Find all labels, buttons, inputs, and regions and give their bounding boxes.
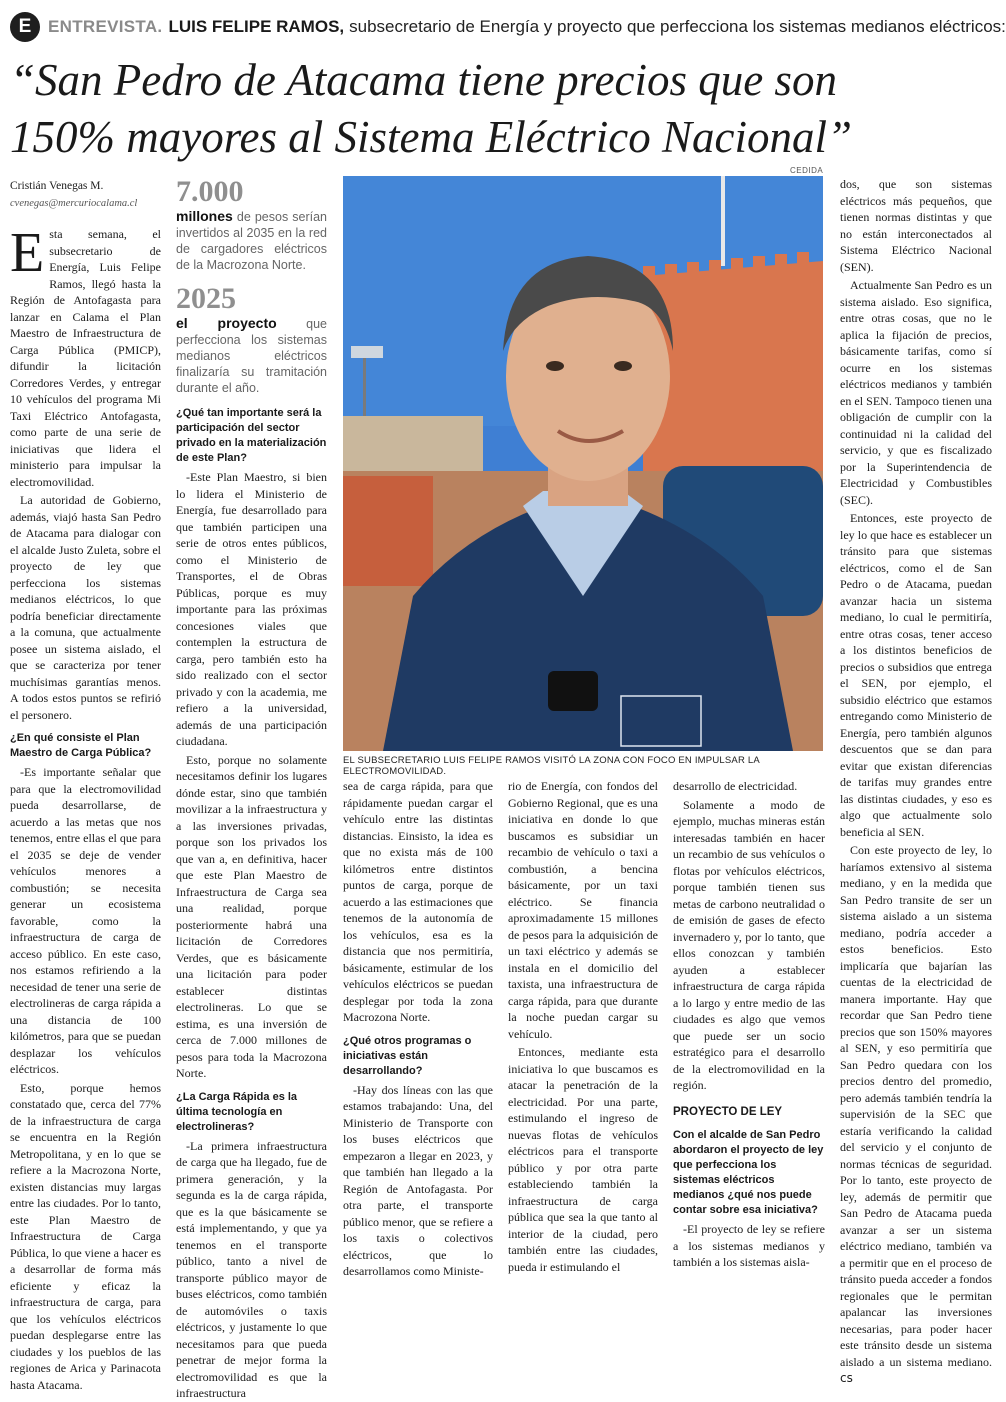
paragraph: sea de carga rápida, para que rápidamente puedan cargar el vehículo entre las distintas distancias. Einsisto, la idea es que no exista más de 100 kilómetros entre distintos puntos de carga, porque de acuerdo a las estimaciones que tenemos de la autonomía de los vehículos, esa es la distancia que nos permitiría, básicamente, estimular de los vehículos eléctricos se puedan desplegar por toda la zona Macrozona Norte. [343, 779, 493, 1024]
stat-number: 2025 [176, 282, 236, 315]
article-column-5 [673, 778, 825, 1269]
portrait-illustration [343, 176, 823, 751]
section-label: ENTREVISTA. [48, 17, 163, 36]
article-photo [343, 176, 823, 751]
paragraph: desarrollo de electricidad. [673, 779, 798, 793]
interview-question: ¿Qué otros programas o iniciativas están desarrollando? [343, 1034, 472, 1077]
headline-line-2: 150% mayores al Sistema Eléctrico Nacional” [10, 112, 852, 162]
stat-block-1 [176, 176, 327, 273]
article-column-4 [508, 778, 658, 1274]
headline [10, 52, 990, 166]
end-mark-icon: cs [840, 1371, 853, 1385]
section-badge: E [10, 12, 40, 42]
interview-question: Con el alcalde de San Pedro abordaron el proyecto de ley que perfecciona los sistemas eléctricos medianos ¿qué nos puede contar sobre esa iniciativa? [673, 1129, 824, 1216]
interviewee-name: LUIS FELIPE RAMOS, [168, 17, 345, 36]
article-column-2 [176, 175, 327, 1400]
stat-description: el proyecto que perfecciona los sistemas medianos eléctricos finalizaría su tramitación durante el año. [176, 315, 327, 395]
paragraph: dos, que son sistemas eléctricos más pequeños, que tienen normas distintas y que no están interconectados al Sistema Eléctrico Nacional (SEN). [840, 177, 992, 274]
paragraph: -La primera infraestructura de carga que ha llegado, fue de primera generación, y la segunda es la de carga rápida, que es la que básicamente se está implementando, y que ya tenemos en el transporte público, tanto a nivel de transporte público mayor de buses eléctricos, como también de automóviles o taxis eléctricos, y justamente lo que necesitamos para que pueda penetrar de mejor forma la electromovilidad es que la infraestructura [176, 1138, 327, 1400]
paragraph: Entonces, este proyecto de ley lo que hace es establecer un tránsito para que sistemas eléctricos, como el de San Pedro o de Atacama, puedan avanzar hacia un sistema mediano, lo cual le permitiría, entre otras cosas, tener acceso a los distintos beneficios de precios o subsidios que entrega el SEN, por ejemplo, el subsidio eléctrico que estamos entregando como Ministerio de Energía, pero también algunos descuentos que se dan para evitar que existan diferencias de tarifas muy grandes entre las distintas ciudades, y eso es algo que actualmente solo beneficia al SEN. [840, 511, 992, 839]
paragraph: -El proyecto de ley se refiere a los sistemas medianos y también a los sistemas aisla- [673, 1222, 825, 1269]
byline [10, 180, 170, 209]
paragraph: -Este Plan Maestro, si bien lo lidera el Ministerio de Energía, fue desarrollado para que también participen una serie de otros entes públicos, como el Ministerio de Transportes, el de Obras Públicas, porque es muy importante para las próximas concesiones viales que contemplen la estructura de carga, pero también esto ha sido realizado con el sector privado y con la academia, me refiero a la universidad, además de una participación ciudadana. [176, 470, 327, 748]
interview-question: ¿Qué tan importante será la participación del sector privado en la materialización de este Plan? [176, 407, 327, 464]
stat-number: 7.000 [176, 175, 244, 208]
paragraph: -Es importante señalar que para que la electromovilidad pueda desarrollarse, de acuerdo a las metas que nos tenemos, entre ellas el que para el 2035 se deje de vender vehículos menores a combustión; se necesita generar un ecosistema favorable, como la infraestructura de carga de acceso público. En este caso, nos estamos refiriendo a la necesidad de tener una serie de electrolineras de carga rápida a una distancia de 100 kilómetros, para que se puedan desplazar los vehículos eléctricos. [10, 765, 161, 1076]
paragraph: Esto, porque hemos constatado que, cerca del 77% de la infraestructura de carga se encuentra en la Región Metropolitana, y en lo que se refiere a la Macrozona Norte, existen distancias muy largas entre las ciudades. Por lo tanto, este Plan Maestro de Infraestructura de Carga Pública, lo que viene a hacer es a desarrollar de forma más eficiente y eficaz la infraestructura de carga, para que los vehículos eléctricos puedan desplegarse entre las ciudades y los pueblos de las regiones de Arica y Parinacota hasta Atacama. [10, 1080, 161, 1392]
kicker-line [10, 12, 1006, 42]
section-subheading: PROYECTO DE LEY [673, 1105, 783, 1118]
headline-line-1: “San Pedro de Atacama tiene precios que son [10, 55, 837, 105]
paragraph: La autoridad de Gobierno, además, viajó hasta San Pedro de Atacama para dialogar con el alcalde Justo Zuleta, sobre el proyecto de ley que perfecciona los sistemas medianos eléctricos, lo que podría beneficiar directamente a la comuna, que actualmente posee un sistema aislado, el que se caracteriza por tener muchísimas garantías menos. A todos estos puntos se refirió el personero. [10, 493, 161, 722]
photo-caption: EL SUBSECRETARIO LUIS FELIPE RAMOS VISITÓ LA ZONA CON FOCO EN IMPULSAR LA ELECTROMOVILIDAD. [343, 755, 760, 777]
paragraph: Esto, porque no solamente necesitamos definir los lugares dónde estar, sino que también movilizar a la infraestructura y a las inversiones privadas, porque son los privados los que van a, en definitiva, hacer que este Plan Maestro de Infraestructura de Carga sea una realidad, porque posteriormente habrá una licitación de Corredores Verdes, que es básicamente una licitación para poder establecer distintas electrolineras. Lo que se estima, es una inversión de cerca de 7.000 millones de pesos para toda la Macrozona Norte. [176, 752, 327, 1080]
interview-question: ¿La Carga Rápida es la última tecnología en electrolineras? [176, 1090, 298, 1133]
paragraph: Entonces, mediante esta iniciativa lo que buscamos es atacar la penetración de la electricidad. Por una parte, estimulando el ingreso de nuevas flotas de vehículos eléctricos para el transporte público y por otra parte estableciendo también la infraestructura de carga pública que sea la que tanto al interior de la ciudad, pero también entre las ciudades, pueda ir estimulando el [508, 1045, 658, 1274]
interview-question: ¿En qué consiste el Plan Maestro de Carga Pública? [10, 732, 152, 759]
interviewee-description: subsecretario de Energía y proyecto que perfecciona los sistemas medianos eléctricos: [349, 17, 1006, 36]
paragraph: Con este proyecto de ley, lo haríamos extensivo al sistema mediano, y en la medida que San Pedro transite de ser un sistema aislado a un sistema mediano, podría acceder a estos beneficios. Esto implicaría que bajarían las cuentas de la electricidad de manera importante. Hay que recordar que San Pedro tiene precios que son 150% mayores al SEN, y eso permitiría que San Pedro quedara con los precios dentro del promedio, pero además también tendría la supervisión de la SEC que estaría verificando la calidad del servicio y el conjunto de normas técnicas de seguridad. Por lo tanto, este proyecto de ley, además de permitir que San Pedro de Atacama pueda avanzar a ser un sistema eléctrico mediano, también va a permitir que en el proceso de tránsito pueda acceder a fondos regionales que le permitan apalancar las inversiones necesarias, para poder hacer este tránsito desde un sistema aislado a un sistema mediano. cs [840, 843, 992, 1385]
photo-credit: CEDIDA [790, 166, 824, 175]
paragraph: Solamente a modo de ejemplo, muchas mineras están interesadas también en hacer un recambio de sus vehículos o flotas por vehículos eléctricos, porque también tienen sus metas de carbono neutralidad o de emisión de gases de efecto invernadero y, por lo tanto, que ellos conozcan y también ayuden a establecer infraestructura de carga rápida a lo largo y entre medio de las ciudades es algo que vemos que puede ser un socio estratégico para el desarrollo de la electromovilidad en la región. [673, 797, 825, 1092]
drop-cap: E [10, 222, 45, 284]
article-column-6 [840, 176, 992, 1385]
paragraph: rio de Energía, con fondos del Gobierno Regional, que es una iniciativa en donde lo que buscamos es subsidiar un recambio de vehículo o taxi a combustión, a bencina básicamente, por un taxi eléctrico. Se financia aproximadamente 15 millones de pesos para la adquisición de un taxi eléctrico y además se instala en el domicilio del taxista, una infraestructura de carga rápida, para que durante la noche puedan cargar su vehículo. [508, 779, 658, 1041]
paragraph: -Hay dos líneas con las que estamos trabajando: Una, del Ministerio de Transporte con los buses eléctricos que empezaron a llegar en 2023, y que también han llegado a la Región de Antofagasta. Por otra parte, el transporte público menor, que se refiere a los taxis o colectivos eléctricos, que lo desarrollamos como Ministe- [343, 1082, 493, 1278]
stat-block-2 [176, 283, 327, 396]
stat-description: millones de pesos serían invertidos al 2035 en la red de cargadores eléctricos de la Macrozona Norte. [176, 208, 327, 272]
author-email: cvenegas@mercuriocalama.cl [10, 198, 138, 209]
paragraph: Actualmente San Pedro es un sistema aislado. Eso significa, entre otras cosas, que no le aplica la fijación de precios, básicamente tarifas, como sí ocurre en los sistemas eléctricos medianos y también en el SEN. Tampoco tienen una obligación de cumplir con la continuidad ni la calidad del servicio, y que es fiscalizado por la Superintendencia de Electricidad y Combustibles (SEC). [840, 278, 992, 507]
article-column-3 [343, 778, 493, 1278]
author-name: Cristián Venegas M. [10, 180, 104, 192]
lead-paragraph: Esta semana, el subsecretario de Energía, Luis Felipe Ramos, llegó hasta la Región de Antofagasta para lanzar en Calama el Plan Maestro de Infraestructura de Carga Pública (PMICP), difundir la licitación Corredores Verdes, y entregar 10 vehículos del programa Mi Taxi Eléctrico Antofagasta, como parte de una serie de iniciativas que lidera el ministerio para impulsar la electromovilidad. [10, 222, 161, 489]
article-column-1 [10, 222, 161, 1392]
